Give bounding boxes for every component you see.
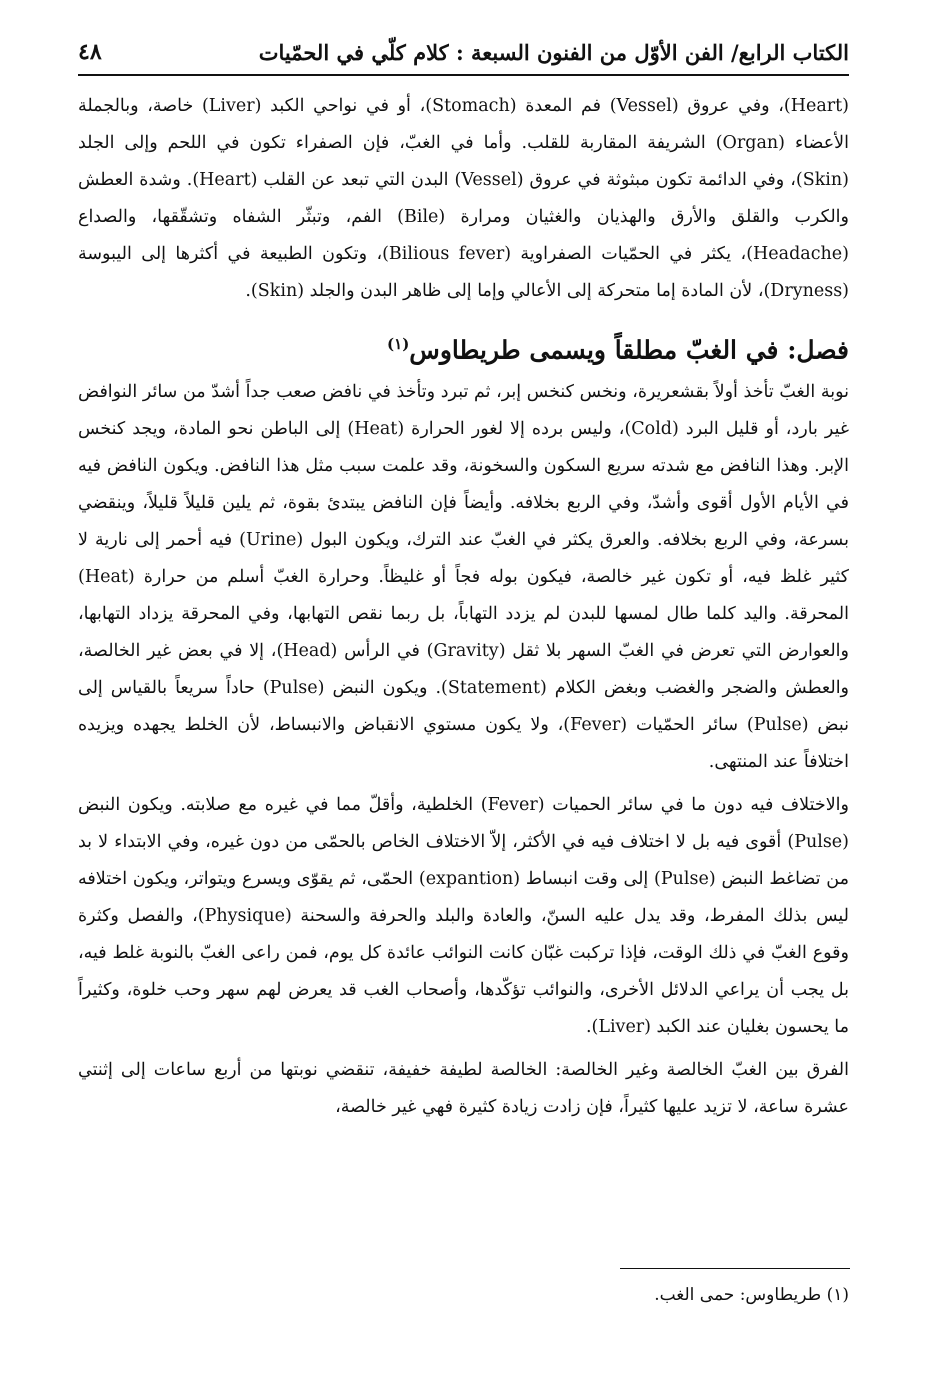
section-heading	[78, 324, 849, 370]
footnote	[78, 1282, 849, 1308]
paragraph-4: الفرق بين الغبّ الخالصة وغير الخالصة: الخالصة لطيفة خفيفة، تنقضي نوبتها من أربع ساعات إلى إثنتي عشرة ساعة، لا تزيد عليها كثيراً، فإن زادت زيادة كثيرة فهي غير خالصة،	[78, 1060, 849, 1118]
footnote-rule	[620, 1268, 850, 1269]
page-number: ٤٨	[78, 39, 102, 65]
body-text	[78, 88, 849, 1126]
paragraph-2: نوبة الغبّ تأخذ أولاً بقشعريرة، ونخس كنخس إبر، ثم تبرد وتأخذ في نافض صعب جداً أشدّ من سائر النوافض غير بارد، أو قليل البرد (Cold)، وليس برده إلا لغور الحرارة (Heat) إلى الباطن نحو المادة، ويجد كنخس الإبر. وهذا النافض مع شدته سريع السكون والسخونة، وقد علمت سبب مثل هذا النافض. ويكون النافض فيه في الأيام الأول أقوى وأشدّ، وفي الربع بخلافه. وأيضاً فإن النافض يبتدئ بقوة، ثم يلين قليلاً قليلاً، وينقضي بسرعة، وفي الربع بخلافه. والعرق يكثر في الغبّ عند الترك، ويكون البول (Urine) فيه أحمر إلى نارية لا كثير غلظ فيه، أو تكون غير خالصة، فيكون بوله فجاً أو غليظاً. وحرارة الغبّ أسلم من حرارة (Heat) المحرقة. واليد كلما طال لمسها للبدن لم يزدد التهاباً، بل ربما نقص التهابها، وفي المحرقة يزداد التهابها، والعوارض التي تعرض في الغبّ السهر بلا ثقل (Gravity) في الرأس (Head)، إلا في بعض غير الخالصة، والعطش والضجر والغضب وبغض الكلام (Statement). ويكون النبض (Pulse) حاداً سريعاً بالقياس إلى نبض (Pulse) سائر الحمّيات (Fever)، ولا يكون مستوي الانقباض والانبساط، لأن الخلط يجهده ويزيده اختلافاً عند المنتهى.	[78, 382, 850, 773]
footnote-reference: (١)	[387, 335, 410, 353]
page-header	[78, 30, 849, 74]
footnote-text: طريطاوس: حمى الغب.	[654, 1285, 822, 1305]
paragraph-1: (Heart)، وفي عروق (Vessel) فم المعدة (Stomach)، أو في نواحي الكبد (Liver) خاصة، وبالجملة الأعضاء (Organ) الشريفة المقاربة للقلب. وأما في الغبّ، فإن الصفراء تكون في اللحم وإلى الجلد (Skin)، وفي الدائمة تكون مبثوثة في عروق (Vessel) البدن التي تبعد عن القلب (Heart). وشدة العطش والكرب والقلق والأرق والهذيان والغثيان ومرارة (Bile) الفم، وتبثّر الشفاه وتشقّقها، والصداع (Headache)، يكثر في الحمّيات الصفراوية (Bilious fever)، وتكون الطبيعة في أكثرها إلى اليبوسة (Dryness)، لأن المادة إما متحركة إلى الأعالي وإما إلى ظاهر البدن والجلد (Skin).	[78, 96, 849, 301]
running-title: الكتاب الرابع/ الفن الأوّل من الفنون السبعة : كلام كلّي في الحمّيات	[258, 39, 849, 65]
section-heading-text: فصل: في الغبّ مطلقاً ويسمى طريطاوس	[409, 335, 849, 365]
header-rule	[78, 74, 849, 76]
footnote-marker: (١)	[826, 1285, 849, 1305]
paragraph-3: والاختلاف فيه دون ما في سائر الحميات (Fever) الخلطية، وأقلّ مما في غيره مع صلابته. ويكون النبض (Pulse) أقوى فيه بل لا اختلاف فيه في الأكثر، إلاّ الاختلاف الخاص بالحمّى من دون غيره، وفي الابتداء لا بد من تضاغط النبض (Pulse) إلى وقت انبساط (expantion) الحمّى، ثم يقوّى ويسرع ويتواتر، ويكون اختلافه ليس بذلك المفرط، وقد يدل عليه السنّ، والعادة والبلد والحرفة والسحنة (Physique)، والفصل وكثرة وقوع الغبّ في ذلك الوقت، فإذا تركبت غبّان كانت النوائب عائدة كل يوم، فمن راعى الغبّ بالنوبة غلط فيه، بل يجب أن يراعي الدلائل الأخرى، والنوائب تؤكّدها، وأصحاب الغب قد يعرض لهم سهر وحب خلوة، وكثيراً ما يحسون بغليان عند الكبد (Liver).	[78, 795, 849, 1038]
